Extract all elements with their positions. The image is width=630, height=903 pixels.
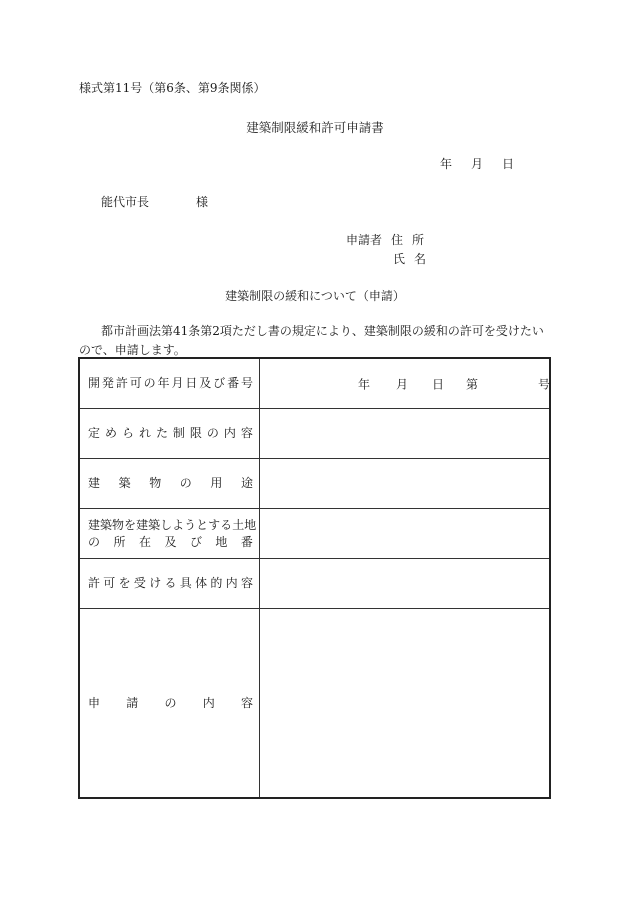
applicant-label: 申請者 — [346, 233, 383, 247]
row-label-line — [88, 517, 257, 534]
row-value-field[interactable] — [260, 459, 549, 508]
date-year-label: 年 — [440, 157, 453, 171]
row-value-field[interactable] — [260, 609, 549, 797]
row-label-line — [88, 425, 253, 442]
addressee-honorific: 様 — [196, 195, 209, 209]
form-number: 様式第11号（第6条、第9条関係） — [79, 81, 266, 95]
row-label-char: 築 — [118, 476, 131, 490]
table-row — [80, 609, 549, 797]
row-label-line — [88, 534, 253, 551]
row-label-char: 所 — [113, 534, 126, 549]
table-row — [80, 459, 549, 509]
row-label-char: 開 — [88, 376, 101, 390]
permit-date-number — [260, 359, 549, 408]
permit-date-number-part: 月 — [396, 377, 409, 391]
applicant-address-char-2: 所 — [412, 233, 425, 247]
row-label — [80, 609, 260, 797]
row-label-char: び — [189, 534, 202, 549]
row-label-char: 物 — [112, 517, 125, 532]
body-text: 都市計画法第41条第2項ただし書の規定により、建築制限の緩和の許可を受けたいので、申請します。 — [79, 324, 544, 357]
row-label-char: れ — [138, 426, 151, 440]
row-value-field[interactable] — [260, 559, 549, 608]
row-label-char: 土 — [232, 517, 245, 532]
row-label-char: 日 — [185, 376, 198, 390]
row-label-char: 途 — [240, 476, 253, 490]
row-label-char: を — [124, 517, 137, 532]
permit-date-number-part: 年 — [358, 377, 371, 391]
row-label-char: 可 — [129, 376, 142, 390]
applicant-name-line — [393, 250, 426, 267]
row-label-char: と — [196, 517, 209, 532]
row-label-char: る — [220, 517, 233, 532]
row-label-char: 及 — [199, 376, 212, 390]
row-label-char: 的 — [210, 576, 223, 590]
row-label-line — [88, 475, 253, 492]
row-label-char: す — [208, 517, 221, 532]
row-label-char: 建 — [136, 517, 149, 532]
row-value-field[interactable] — [260, 359, 549, 408]
row-label-char: 月 — [171, 376, 184, 390]
table-row — [80, 559, 549, 609]
row-label-char: る — [164, 576, 177, 590]
row-label-char: た — [155, 426, 168, 440]
row-label-char: 号 — [240, 376, 253, 390]
row-label-char: 年 — [157, 376, 170, 390]
row-label-char: 建 — [88, 517, 101, 532]
applicant-address-char-1: 住 — [391, 233, 404, 247]
row-label-char: 容 — [240, 426, 253, 440]
row-label-char: 建 — [88, 476, 101, 490]
row-label-char: 内 — [223, 426, 236, 440]
row-label-line — [88, 375, 253, 392]
row-label-char: 受 — [133, 576, 146, 590]
row-label-char: の — [88, 534, 101, 549]
row-label-char: ら — [121, 426, 134, 440]
date-month-label: 月 — [471, 157, 484, 171]
row-label-char: 容 — [240, 695, 253, 710]
applicant-name-char-2: 名 — [414, 252, 427, 266]
row-label-char: の — [179, 476, 192, 490]
table-row — [80, 509, 549, 559]
row-label-char: 内 — [225, 576, 238, 590]
table-row — [80, 409, 549, 459]
row-label-char: び — [213, 376, 226, 390]
row-value-field[interactable] — [260, 409, 549, 458]
row-label — [80, 509, 260, 558]
row-label-char: 用 — [210, 476, 223, 490]
row-label-char: 内 — [202, 695, 215, 710]
subject-heading: 建築制限の緩和について（申請） — [225, 289, 405, 303]
addressee-name: 能代市長 — [101, 195, 150, 209]
row-label-char: 在 — [138, 534, 151, 549]
row-label-line — [88, 695, 253, 712]
row-label-char: 請 — [126, 695, 139, 710]
row-label — [80, 409, 260, 458]
date-line — [440, 155, 514, 172]
row-label — [80, 459, 260, 508]
applicant-address-line — [346, 231, 424, 248]
permit-date-number-part: 第 — [466, 377, 479, 391]
row-label-char: 具 — [179, 576, 192, 590]
row-label-char: 築 — [100, 517, 113, 532]
row-label-char: 可 — [103, 576, 116, 590]
row-label-char: け — [149, 576, 162, 590]
row-label-char: 制 — [172, 426, 185, 440]
row-label-char: 番 — [227, 376, 240, 390]
row-label-char: 許 — [88, 576, 101, 590]
row-label-line — [88, 575, 253, 592]
row-label-char: 地 — [244, 517, 257, 532]
table-row — [80, 359, 549, 409]
row-label-char: 定 — [88, 426, 101, 440]
row-label-char: 容 — [240, 576, 253, 590]
row-label-char: 地 — [215, 534, 228, 549]
row-label-char: の — [143, 376, 156, 390]
row-label-char: 及 — [164, 534, 177, 549]
row-label-char: の — [164, 695, 177, 710]
row-label-char: 番 — [240, 534, 253, 549]
addressee — [101, 193, 208, 210]
row-value-field[interactable] — [260, 509, 549, 558]
row-label-char: 物 — [149, 476, 162, 490]
row-label-char: 体 — [195, 576, 208, 590]
row-label — [80, 359, 260, 408]
row-label-char: よ — [172, 517, 185, 532]
row-label-char: 築 — [148, 517, 161, 532]
permit-date-number-part: 号 — [538, 377, 551, 391]
application-table — [78, 357, 551, 799]
date-day-label: 日 — [502, 157, 515, 171]
row-label-char: 許 — [115, 376, 128, 390]
row-label-char: う — [184, 517, 197, 532]
row-label-char: め — [104, 426, 117, 440]
row-label-char: 発 — [101, 376, 114, 390]
row-label-char: 申 — [88, 695, 101, 710]
form-title: 建築制限緩和許可申請書 — [246, 120, 384, 135]
permit-date-number-part: 日 — [432, 377, 445, 391]
row-label-char: の — [206, 426, 219, 440]
row-label — [80, 559, 260, 608]
row-label-char: し — [160, 517, 173, 532]
row-label-char: 限 — [189, 426, 202, 440]
applicant-name-char-1: 氏 — [393, 252, 406, 266]
row-label-char: を — [118, 576, 131, 590]
